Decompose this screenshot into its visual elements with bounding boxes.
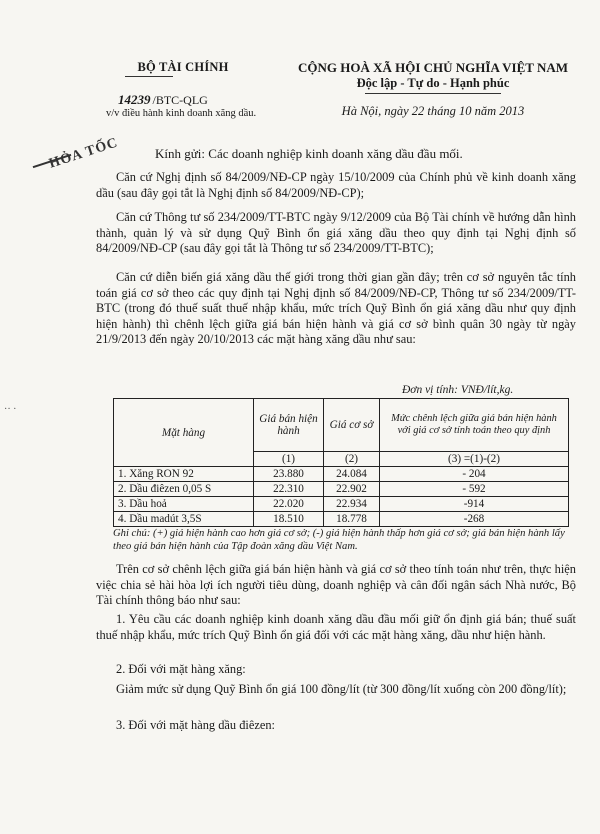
code-1: (1) xyxy=(254,452,324,467)
paragraph-5: 1. Yêu cầu các doanh nghiệp kinh doanh xăng dầu đầu mối giữ ổn định giá bán; thuế suất thuế nhập khẩu, mức trích Quỹ Bình ổn giá đối với các mặt hàng xăng, dầu như hiện hành. xyxy=(96,612,576,642)
table-note: Ghi chú: (+) giá hiện hành cao hơn giá cơ sở; (-) giá hiện hành thấp hơn giá cơ sở; giá bán hiện hành lấy theo giá bán hiện hành của Tập đoàn xăng dầu Việt Nam. xyxy=(113,528,565,552)
header-base-price: Giá cơ sở xyxy=(324,399,380,452)
header-left xyxy=(98,60,268,75)
header-current-price: Giá bán hiện hành xyxy=(254,399,324,452)
row-base: 18.778 xyxy=(324,512,380,527)
ministry-underline xyxy=(125,76,173,77)
doc-number-suffix: /BTC-QLG xyxy=(152,93,208,107)
national-motto: Độc lập - Tự do - Hạnh phúc xyxy=(356,76,510,90)
paragraph-3: Căn cứ diễn biến giá xăng dầu thế giới trong thời gian gần đây; trên cơ sở nguyên tắc tính toán giá cơ sở theo các quy định tại Nghị định số 84/2009/NĐ-CP, Thông tư số 234/2009/TT-BTC (trong đó thuế suất thuế nhập khẩu, mức trích Quỹ Bình ổn giá xăng dầu như quy định hiện hành) thì chênh lệch giữa giá bán hiện hành và giá cơ sở bình quân 30 ngày từ ngày 21/9/2013 đến ngày 20/10/2013 các mặt hàng xăng dầu như sau: xyxy=(96,270,576,346)
paragraph-1: Căn cứ Nghị định số 84/2009/NĐ-CP ngày 15/10/2009 của Chính phủ về kinh doanh xăng dầu (sau đây gọi tắt là Nghị định số 84/2009/NĐ-CP); xyxy=(96,170,576,200)
table-header-row xyxy=(114,399,569,452)
row-diff: - 592 xyxy=(380,482,569,497)
row-current: 22.020 xyxy=(254,497,324,512)
paragraph-4: Trên cơ sở chênh lệch giữa giá bán hiện hành và giá cơ sở theo tính toán như trên, thực hiện việc chia sẻ hài hòa lợi ích người tiêu dùng, doanh nghiệp và cân đối ngân sách Nhà nước, Bộ Tài chính thông báo như sau: xyxy=(96,562,576,607)
row-base: 22.934 xyxy=(324,497,380,512)
price-table xyxy=(113,398,569,527)
ministry-name: BỘ TÀI CHÍNH xyxy=(137,60,229,74)
motto-underline xyxy=(365,93,501,94)
row-current: 18.510 xyxy=(254,512,324,527)
row-base: 22.902 xyxy=(324,482,380,497)
row-current: 22.310 xyxy=(254,482,324,497)
paragraph-7: Giảm mức sử dụng Quỹ Bình ổn giá 100 đồng/lít (từ 300 đồng/lít xuống còn 200 đồng/lít); xyxy=(116,682,567,696)
row-diff: - 204 xyxy=(380,467,569,482)
urgent-stamp: HỎA TỐC xyxy=(47,135,121,172)
row-item: 3. Dầu hoả xyxy=(114,497,254,512)
margin-mark: ·· · xyxy=(4,404,17,415)
row-diff: -268 xyxy=(380,512,569,527)
row-base: 24.084 xyxy=(324,467,380,482)
row-current: 23.880 xyxy=(254,467,324,482)
republic-name: CỘNG HOÀ XÃ HỘI CHỦ NGHĨA VIỆT NAM xyxy=(297,60,569,75)
header-item: Mặt hàng xyxy=(114,399,254,467)
paragraph-8: 3. Đối với mặt hàng dầu điêzen: xyxy=(116,718,275,732)
table-row xyxy=(114,512,569,527)
row-item: 1. Xăng RON 92 xyxy=(114,467,254,482)
handwritten-doc-number: 14239 xyxy=(118,92,151,107)
header-difference: Mức chênh lệch giữa giá bán hiện hành với giá cơ sở tính toán theo quy định xyxy=(380,399,569,452)
table-row xyxy=(114,482,569,497)
row-item: 2. Dầu điêzen 0,05 S xyxy=(114,482,254,497)
row-item: 4. Dầu madút 3,5S xyxy=(114,512,254,527)
document-subject: v/v điều hành kinh doanh xăng dầu. xyxy=(106,108,257,119)
paragraph-6: 2. Đối với mặt hàng xăng: xyxy=(116,662,246,676)
document-number xyxy=(118,92,208,108)
row-diff: -914 xyxy=(380,497,569,512)
code-3: (3) =(1)-(2) xyxy=(380,452,569,467)
table-row xyxy=(114,467,569,482)
table-row xyxy=(114,497,569,512)
paragraph-2: Căn cứ Thông tư số 234/2009/TT-BTC ngày 9/12/2009 của Bộ Tài chính về hướng dẫn hình thành, quản lý và sử dụng Quỹ Bình ổn giá xăng dầu theo quy định tại Nghị định số 84/2009/NĐ-CP (sau đây gọi tắt là Thông tư số 234/2009/TT-BTC); xyxy=(96,210,576,255)
recipient-line: Kính gửi: Các doanh nghiệp kinh doanh xăng dầu đầu mối. xyxy=(155,146,463,161)
unit-note: Đơn vị tính: VNĐ/lít,kg. xyxy=(402,384,514,396)
code-2: (2) xyxy=(324,452,380,467)
place-date: Hà Nội, ngày 22 tháng 10 năm 2013 xyxy=(341,104,525,118)
